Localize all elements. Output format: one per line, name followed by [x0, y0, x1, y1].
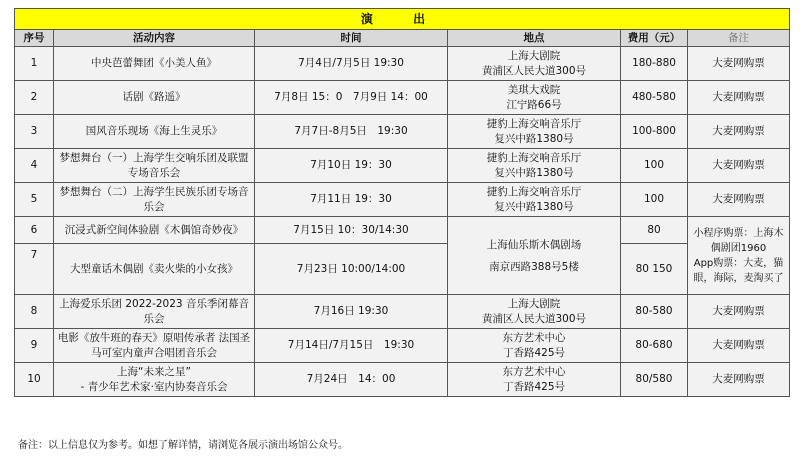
row-content: 中央芭蕾舞团《小美人鱼》 [54, 47, 255, 81]
row-no: 7 [15, 244, 54, 295]
footnote: 备注：以上信息仅为参考。如想了解详情，请浏览各展示演出场馆公众号。 [18, 440, 348, 451]
row-note: 大麦网购票 [688, 149, 790, 183]
row-venue: 捷豹上海交响音乐厅 复兴中路1380号 [448, 183, 621, 217]
row-fee: 180-880 [621, 47, 688, 81]
row-no: 10 [15, 363, 54, 397]
row-venue: 捷豹上海交响音乐厅 复兴中路1380号 [448, 115, 621, 149]
row-no: 4 [15, 149, 54, 183]
row-note: 大麦网购票 [688, 183, 790, 217]
row-fee: 100 [621, 183, 688, 217]
row-venue: 上海大剧院 黄浦区人民大道300号 [448, 47, 621, 81]
row-content: 梦想舞台（一）上海学生交响乐团及联盟专场音乐会 [54, 149, 255, 183]
row-venue: 上海大剧院 黄浦区人民大道300号 [448, 295, 621, 329]
row-venue: 美琪大戏院 江宁路66号 [448, 81, 621, 115]
row-time: 7月7日-8月5日 19:30 [255, 115, 448, 149]
row-content: 梦想舞台（二）上海学生民族乐团专场音乐会 [54, 183, 255, 217]
row-note-shared: 小程序购票：上海木偶剧团1960 App购票：大麦，猫眼，海际，麦淘买了 [688, 217, 790, 295]
row-no: 5 [15, 183, 54, 217]
col-header-no: 序号 [15, 30, 54, 47]
row-fee: 100 [621, 149, 688, 183]
row-content: 国风音乐现场《海上生灵乐》 [54, 115, 255, 149]
table-title: 演 出 [15, 9, 790, 30]
table-row [15, 183, 790, 217]
table-row [15, 149, 790, 183]
col-header-fee: 费用（元） [621, 30, 688, 47]
row-time: 7月15日 10：30/14:30 [255, 217, 448, 244]
row-note: 大麦网购票 [688, 47, 790, 81]
row-fee: 80 [621, 217, 688, 244]
row-venue: 东方艺术中心 丁香路425号 [448, 363, 621, 397]
table-row [15, 217, 790, 244]
table-row [15, 81, 790, 115]
row-venue-shared: 上海仙乐斯木偶剧场 南京西路388号5楼 [448, 217, 621, 295]
col-header-note: 备注 [688, 30, 790, 47]
row-no: 6 [15, 217, 54, 244]
row-content: 话剧《路遥》 [54, 81, 255, 115]
row-note: 大麦网购票 [688, 295, 790, 329]
row-time: 7月24日 14：00 [255, 363, 448, 397]
row-venue: 东方艺术中心 丁香路425号 [448, 329, 621, 363]
row-note: 大麦网购票 [688, 329, 790, 363]
row-time: 7月14日/7月15日 19:30 [255, 329, 448, 363]
row-fee: 80-580 [621, 295, 688, 329]
table-row [15, 47, 790, 81]
row-time: 7月10日 19：30 [255, 149, 448, 183]
row-no: 9 [15, 329, 54, 363]
row-fee: 480-580 [621, 81, 688, 115]
table-row [15, 363, 790, 397]
row-content: 沉浸式新空间体验剧《木偶馆奇妙夜》 [54, 217, 255, 244]
table-row [15, 329, 790, 363]
row-no: 3 [15, 115, 54, 149]
table-row [15, 244, 790, 295]
row-time: 7月8日 15：0 7月9日 14：00 [255, 81, 448, 115]
header-row [15, 30, 790, 47]
row-no: 1 [15, 47, 54, 81]
row-fee: 80/580 [621, 363, 688, 397]
row-content: 大型童话木偶剧《卖火柴的小女孩》 [54, 244, 255, 295]
row-content: 上海“未来之星” - 青少年艺术家·室内协奏音乐会 [54, 363, 255, 397]
row-fee: 100-800 [621, 115, 688, 149]
row-content: 电影《放牛班的春天》原唱传承者 法国圣马可室内童声合唱团音乐会 [54, 329, 255, 363]
row-note: 大麦网购票 [688, 81, 790, 115]
col-header-time: 时间 [255, 30, 448, 47]
row-time: 7月11日 19：30 [255, 183, 448, 217]
row-time: 7月4日/7月5日 19:30 [255, 47, 448, 81]
row-no: 2 [15, 81, 54, 115]
row-fee: 80-680 [621, 329, 688, 363]
row-fee: 80 150 [621, 244, 688, 295]
row-note: 大麦网购票 [688, 115, 790, 149]
performance-table [14, 8, 790, 397]
col-header-content: 活动内容 [54, 30, 255, 47]
row-venue: 捷豹上海交响音乐厅 复兴中路1380号 [448, 149, 621, 183]
row-time: 7月23日 10:00/14:00 [255, 244, 448, 295]
table-row [15, 295, 790, 329]
row-no: 8 [15, 295, 54, 329]
row-content: 上海爱乐乐团 2022-2023 音乐季闭幕音乐会 [54, 295, 255, 329]
table-row [15, 115, 790, 149]
col-header-venue: 地点 [448, 30, 621, 47]
row-note: 大麦网购票 [688, 363, 790, 397]
row-time: 7月16日 19:30 [255, 295, 448, 329]
